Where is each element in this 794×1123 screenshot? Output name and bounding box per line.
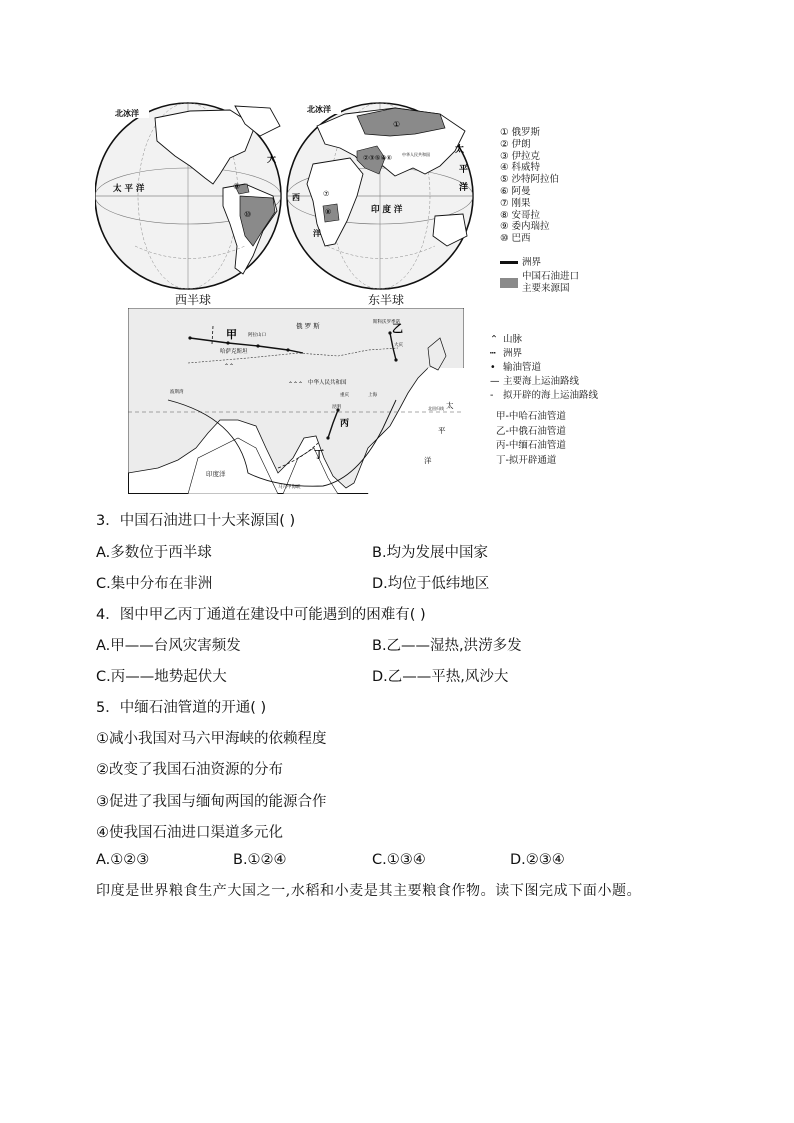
angola-number: ⑧ (325, 208, 332, 216)
question-5-stem: 5．中缅石油管道的开通( ) (96, 700, 267, 716)
legend-pipeline-jia: 甲-中哈石油管道 (496, 411, 566, 422)
label-daqing: 大庆 (394, 343, 403, 348)
label-bing: 丙 (340, 419, 350, 429)
q5-option-a[interactable]: A.①②③ (96, 852, 150, 868)
mountain-icon: ⌃ (490, 334, 498, 345)
legend-country: ⑥ 阿曼 (500, 185, 531, 197)
legend-source-line2: 主要来源国 (522, 282, 570, 294)
country-legend (500, 127, 579, 294)
legend-planned-route-row (490, 389, 598, 403)
label-chongqing: 重庆 (340, 393, 349, 398)
legend-source-row (500, 271, 579, 295)
legend-mountain-label: 山脉 (503, 334, 523, 345)
q4-option-a[interactable]: A.甲——台风灾害频发 (96, 638, 241, 654)
map-symbol-legend (490, 333, 598, 403)
solid-line-icon: — (490, 376, 500, 387)
congo-number: ⑦ (323, 190, 330, 198)
western-hemisphere (95, 103, 281, 289)
label-shanghai: 上海 (368, 393, 377, 398)
legend-border-row (500, 257, 579, 269)
q4-option-c[interactable]: C.丙——地势起伏大 (96, 669, 227, 685)
east-pacific-yang: 洋 (459, 183, 469, 193)
q3-option-c[interactable]: C.集中分布在非洲 (96, 576, 213, 592)
legend-pipeline-label: 输油管道 (503, 362, 542, 373)
west-hemisphere-caption: 西半球 (175, 293, 212, 307)
eastern-hemisphere (287, 103, 473, 289)
shaded-swatch-icon (500, 278, 518, 288)
atlantic-yang-label: 洋 (313, 229, 321, 238)
mountain-icon: ⌃⌃⌃ (288, 381, 304, 388)
india-intro-paragraph: 印度是世界粮食生产大国之一,水稻和小麦是其主要粮食作物。读下图完成下面小题。 (96, 883, 642, 899)
label-china: 中华人民共和国 (308, 380, 347, 386)
legend-border-row (490, 347, 598, 361)
legend-country: ② 伊朗 (500, 138, 531, 150)
q4-option-d[interactable]: D.乙——平热,风沙大 (372, 669, 509, 685)
china-small-label: 中华人民共和国 (402, 152, 430, 157)
q5-statement-2: ②改变了我国石油资源的分布 (96, 762, 283, 778)
legend-pipeline-ding: 丁-拟开辟通道 (496, 454, 557, 466)
west-arctic-label: 北冰洋 (115, 109, 139, 118)
q5-option-b[interactable]: B.①②④ (233, 852, 287, 868)
label-alashan: 阿拉山口 (248, 333, 266, 338)
label-persian-gulf: 波斯湾 (170, 390, 184, 395)
atlantic-xi-label: 西 (292, 193, 300, 202)
q3-option-b[interactable]: B.均为发展中国家 (372, 545, 489, 561)
dashed-line-icon: ‐ (490, 390, 494, 401)
brazil-number: ⑩ (244, 210, 252, 219)
legend-pipeline-row (490, 361, 598, 375)
legend-country: ⑨ 委内瑞拉 (500, 221, 550, 233)
q5-option-d[interactable]: D.②③④ (510, 852, 565, 868)
legend-country: ① 俄罗斯 (500, 127, 541, 138)
label-kazakh: 哈萨克斯坦 (220, 349, 248, 355)
legend-border-label: 洲界 (522, 256, 542, 268)
pipeline-icon: • (490, 362, 496, 373)
russia-number: ① (393, 120, 401, 129)
q4-option-b[interactable]: B.乙——湿热,洪涝多发 (372, 638, 522, 654)
label-kunming: 昆明 (332, 405, 341, 410)
legend-sea-route-row (490, 375, 598, 389)
legend-country: ③ 伊拉克 (500, 150, 541, 162)
label-tropic: 北回归线 (428, 406, 444, 411)
mountain-icon: ⌃⌃ (224, 363, 235, 370)
question-4-stem: 4．图中甲乙丙丁通道在建设中可能遇到的困难有( ) (96, 607, 426, 623)
legend-country: ⑩ 巴西 (500, 233, 531, 245)
label-pacific-tai: 太 (446, 401, 454, 410)
venezuela-number: ⑨ (233, 182, 241, 191)
legend-source-line1: 中国石油进口 (522, 270, 580, 282)
legend-mountain-row (490, 333, 598, 347)
atlantic-da-label: 大 (267, 155, 277, 165)
legend-planned-route-label: 拟开辟的海上运油路线 (503, 390, 599, 401)
label-indian-ocean: 印度洋 (206, 470, 226, 478)
pipeline-legend (496, 410, 566, 468)
east-arctic-label: 北冰洋 (307, 105, 331, 114)
legend-country: ④ 科威特 (500, 162, 541, 174)
legend-border-label: 洲界 (503, 348, 523, 359)
legend-country: ⑧ 安哥拉 (500, 209, 541, 221)
label-pacific-yang: 洋 (424, 456, 432, 465)
q5-statement-4: ④使我国石油进口渠道多元化 (96, 825, 283, 841)
q5-statement-1: ①减小我国对马六甲海峡的依赖程度 (96, 731, 327, 747)
legend-sea-route-label: 主要海上运油路线 (503, 376, 580, 387)
q3-option-a[interactable]: A.多数位于西半球 (96, 545, 212, 561)
legend-country: ⑤ 沙特阿拉伯 (500, 174, 560, 186)
east-indian-label: 印 度 洋 (371, 205, 403, 215)
label-skovorodino: 斯科沃罗季诺 (373, 320, 400, 325)
q3-option-d[interactable]: D.均位于低纬地区 (372, 576, 490, 592)
legend-country: ⑦ 刚果 (500, 197, 531, 209)
label-pacific-ping: 平 (438, 426, 446, 435)
label-malacca: 马六甲海峡 (278, 485, 301, 490)
label-russia: 俄 罗 斯 (296, 322, 320, 330)
question-3-stem: 3．中国石油进口十大来源国( ) (96, 513, 296, 529)
label-jia: 甲 (226, 328, 237, 341)
dashed-border-icon: ┅ (490, 348, 496, 359)
east-hemisphere-caption: 东半球 (368, 293, 405, 307)
legend-pipeline-bing: 丙-中缅石油管道 (496, 440, 566, 451)
east-pacific-ping: 平 (459, 165, 469, 175)
label-ding: 丁 (314, 450, 324, 461)
border-line-icon (500, 261, 518, 264)
pipeline-map (128, 308, 464, 494)
east-pacific-tai: 太 (455, 145, 465, 155)
legend-pipeline-yi: 乙-中俄石油管道 (496, 425, 566, 437)
label-yi: 乙 (392, 322, 403, 335)
mideast-numbers: ②③⑤④⑥ (363, 154, 393, 162)
q5-option-c[interactable]: C.①③④ (372, 852, 426, 868)
q5-statement-3: ③促进了我国与缅甸两国的能源合作 (96, 794, 327, 810)
west-pacific-label: 太 平 洋 (113, 184, 145, 194)
